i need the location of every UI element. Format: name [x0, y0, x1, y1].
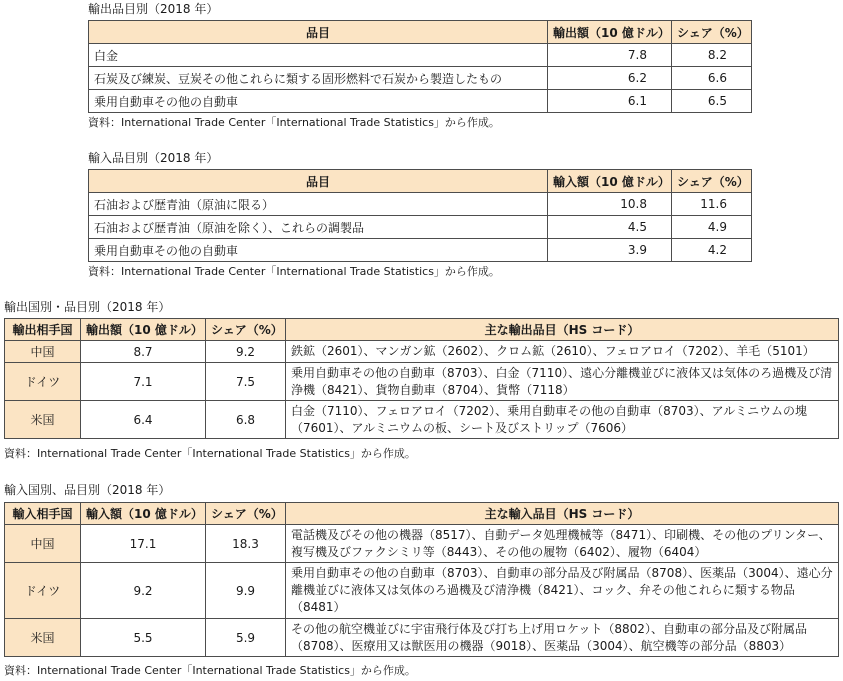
column-header: 輸入額（10 億ドル）	[548, 170, 672, 193]
table-row	[5, 563, 839, 619]
column-header: 輸出相手国	[5, 319, 81, 341]
share-cell: 4.2	[672, 239, 752, 262]
import-countries-title: 輸入国別、品目別（2018 年）	[4, 483, 171, 497]
goods-cell: 電話機及びその他の機器（8517）、自動データ処理機械等（8471）、印刷機、その他のプリンター、複写機及びファクシミリ等（8443）、その他の履物（6402）、履物（6404）	[286, 525, 839, 563]
column-header: 主な輸入品目（HS コード）	[286, 503, 839, 525]
value-cell: 6.4	[81, 401, 206, 439]
export-items-table	[88, 20, 752, 113]
source-note: 資料：International Trade Center「International Trade Statistics」から作成。	[88, 265, 500, 278]
table-row	[5, 525, 839, 563]
column-header: シェア（%）	[206, 319, 286, 341]
column-header: 輸入相手国	[5, 503, 81, 525]
share-cell: 11.6	[672, 193, 752, 216]
table-header-row	[5, 319, 839, 341]
share-cell: 6.8	[206, 401, 286, 439]
table-row	[5, 363, 839, 401]
table-row	[89, 193, 752, 216]
table-row	[89, 216, 752, 239]
column-header: 輸入額（10 億ドル）	[81, 503, 206, 525]
share-cell: 9.9	[206, 563, 286, 619]
value-cell: 9.2	[81, 563, 206, 619]
column-header: シェア（%）	[206, 503, 286, 525]
goods-cell: 乗用自動車その他の自動車（8703）、自動車の部分品及び附属品（8708）、医薬品（3004）、遠心分離機並びに液体又は気体のろ過機及び清浄機（8421）、コック、弁その他これらに類する物品（8481）	[286, 563, 839, 619]
share-cell: 6.5	[672, 90, 752, 113]
item-cell: 乗用自動車その他の自動車	[89, 239, 548, 262]
share-cell: 8.2	[672, 44, 752, 67]
country-cell: 中国	[5, 341, 81, 363]
value-cell: 4.5	[548, 216, 672, 239]
table-header-row	[89, 170, 752, 193]
import-items-table	[88, 169, 752, 262]
goods-cell: 乗用自動車その他の自動車（8703）、白金（7110）、遠心分離機並びに液体又は気体のろ過機及び清浄機（8421）、貨物自動車（8704）、貨幣（7118）	[286, 363, 839, 401]
source-note: 資料：International Trade Center「International Trade Statistics」から作成。	[4, 447, 416, 460]
share-cell: 5.9	[206, 619, 286, 657]
source-note: 資料：International Trade Center「International Trade Statistics」から作成。	[4, 664, 416, 677]
country-cell: ドイツ	[5, 563, 81, 619]
table-row	[89, 44, 752, 67]
share-cell: 7.5	[206, 363, 286, 401]
value-cell: 8.7	[81, 341, 206, 363]
item-cell: 石油および歴青油（原油を除く）、これらの調製品	[89, 216, 548, 239]
share-cell: 9.2	[206, 341, 286, 363]
import-countries-table	[4, 502, 839, 657]
column-header: 輸出額（10 億ドル）	[548, 21, 672, 44]
column-header: シェア（%）	[672, 21, 752, 44]
share-cell: 18.3	[206, 525, 286, 563]
column-header: 輸出額（10 億ドル）	[81, 319, 206, 341]
export-countries-title: 輸出国別・品目別（2018 年）	[4, 300, 171, 314]
share-cell: 6.6	[672, 67, 752, 90]
country-cell: 中国	[5, 525, 81, 563]
goods-cell: 白金（7110）、フェロアロイ（7202）、乗用自動車その他の自動車（8703）、アルミニウムの塊（7601）、アルミニウムの板、シート及びストリップ（7606）	[286, 401, 839, 439]
value-cell: 17.1	[81, 525, 206, 563]
value-cell: 7.8	[548, 44, 672, 67]
country-cell: 米国	[5, 619, 81, 657]
table-row	[5, 341, 839, 363]
table-row	[89, 90, 752, 113]
export-countries-table	[4, 318, 839, 439]
table-header-row	[5, 503, 839, 525]
table-row	[5, 619, 839, 657]
value-cell: 5.5	[81, 619, 206, 657]
column-header: 品目	[89, 21, 548, 44]
goods-cell: その他の航空機並びに宇宙飛行体及び打ち上げ用ロケット（8802）、自動車の部分品及び附属品（8708）、医療用又は獣医用の機器（9018）、医薬品（3004）、航空機等の部分品（8803）	[286, 619, 839, 657]
value-cell: 6.1	[548, 90, 672, 113]
table-row	[5, 401, 839, 439]
item-cell: 石炭及び練炭、豆炭その他これらに類する固形燃料で石炭から製造したもの	[89, 67, 548, 90]
goods-cell: 鉄鉱（2601）、マンガン鉱（2602）、クロム鉱（2610）、フェロアロイ（7202）、羊毛（5101）	[286, 341, 839, 363]
item-cell: 白金	[89, 44, 548, 67]
export-items-title: 輸出品目別（2018 年）	[88, 2, 219, 16]
table-row	[89, 239, 752, 262]
column-header: 主な輸出品目（HS コード）	[286, 319, 839, 341]
share-cell: 4.9	[672, 216, 752, 239]
column-header: 品目	[89, 170, 548, 193]
table-row	[89, 67, 752, 90]
item-cell: 乗用自動車その他の自動車	[89, 90, 548, 113]
item-cell: 石油および歴青油（原油に限る）	[89, 193, 548, 216]
value-cell: 10.8	[548, 193, 672, 216]
import-items-title: 輸入品目別（2018 年）	[88, 151, 219, 165]
country-cell: 米国	[5, 401, 81, 439]
table-header-row	[89, 21, 752, 44]
column-header: シェア（%）	[672, 170, 752, 193]
value-cell: 6.2	[548, 67, 672, 90]
value-cell: 3.9	[548, 239, 672, 262]
country-cell: ドイツ	[5, 363, 81, 401]
source-note: 資料：International Trade Center「International Trade Statistics」から作成。	[88, 116, 500, 129]
value-cell: 7.1	[81, 363, 206, 401]
